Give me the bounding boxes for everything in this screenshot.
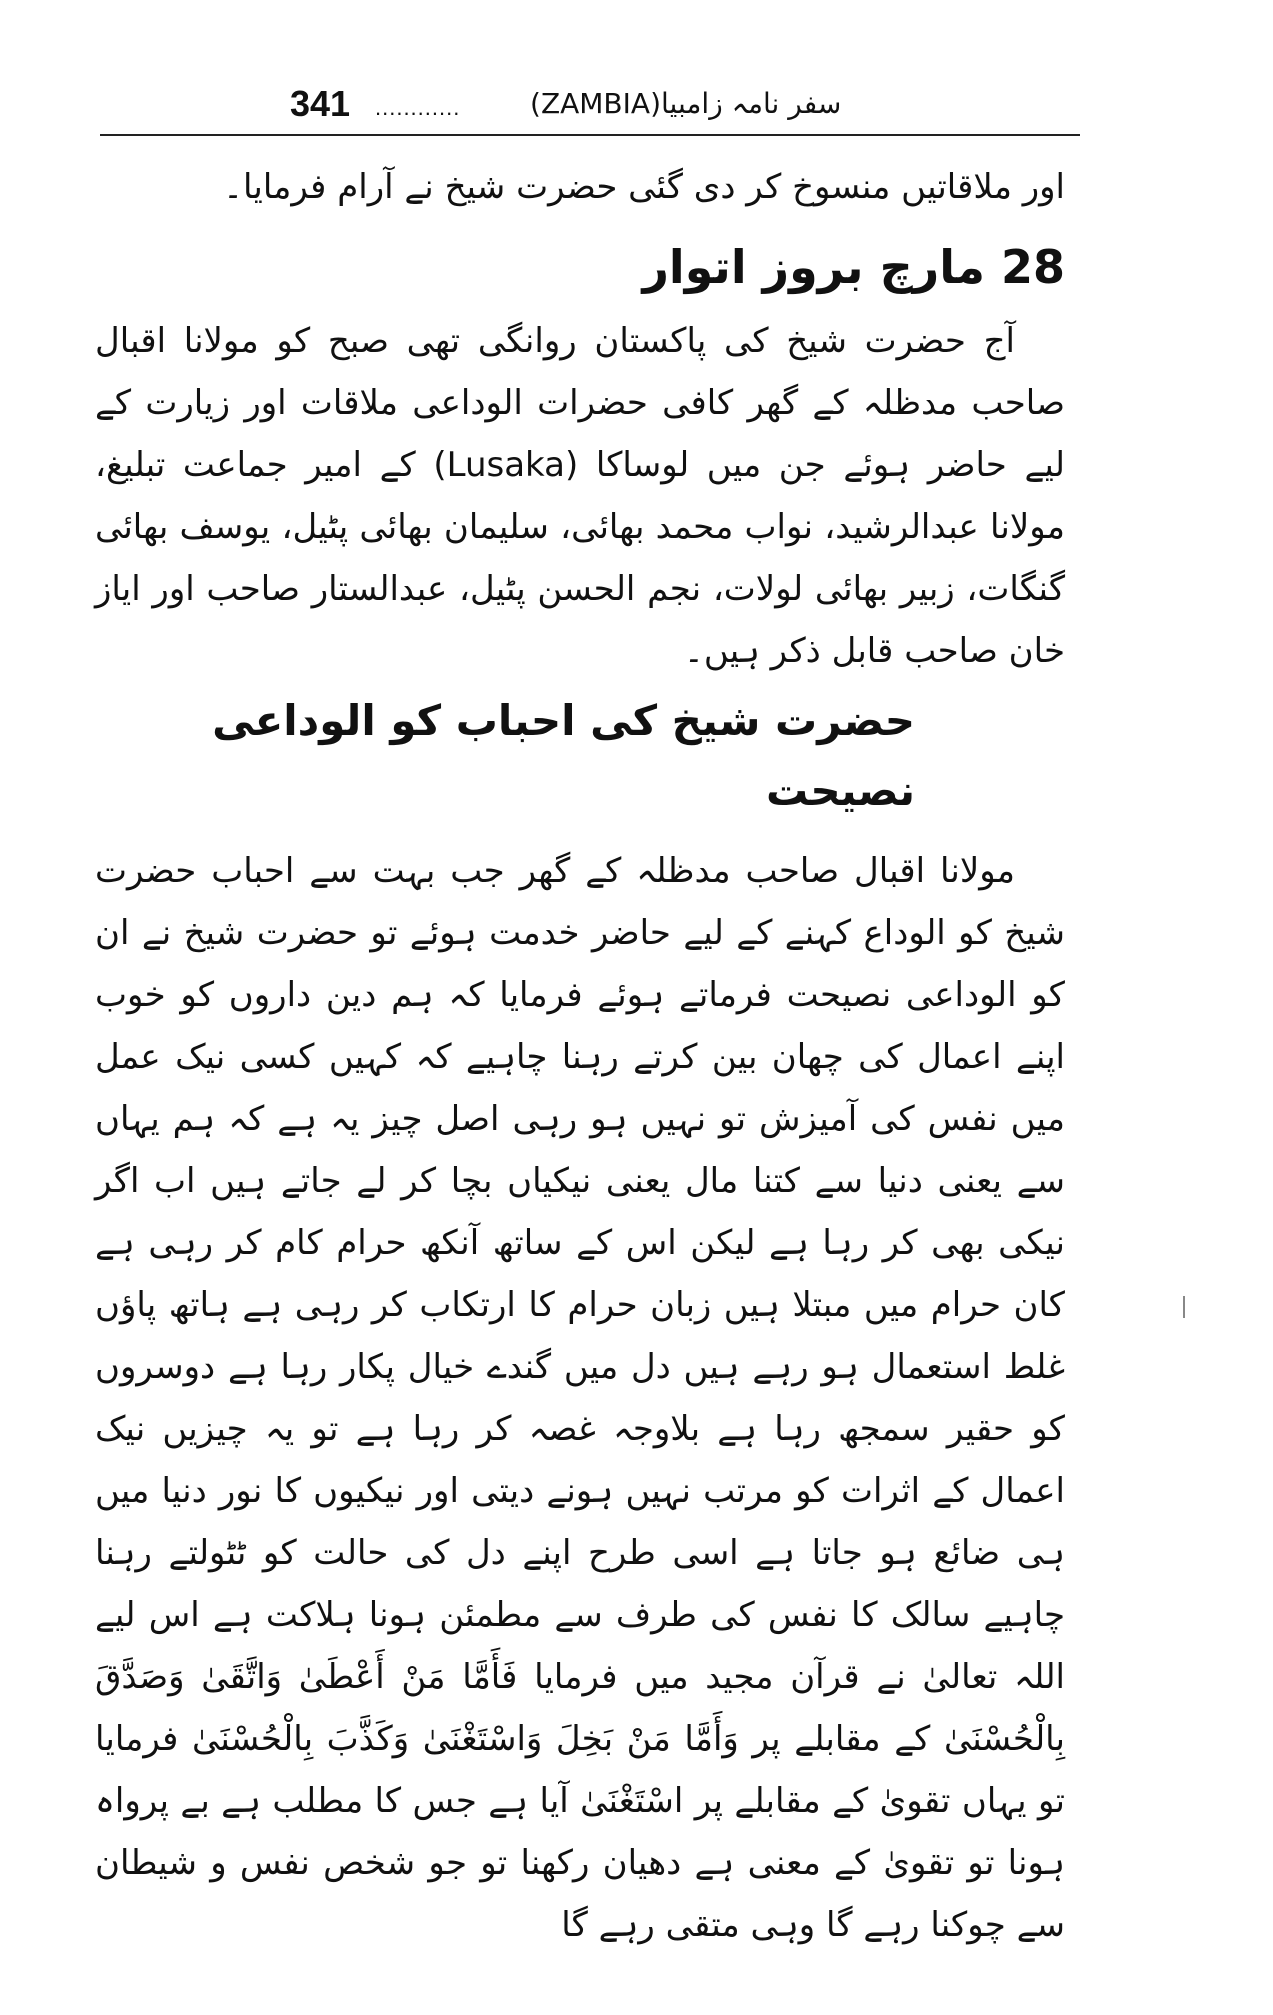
paragraph-farewell-visits: آج حضرت شیخ کی پاکستان روانگی تھی صبح کو مولانا اقبال صاحب مدظلہ کے گھر کافی حضرات الوداعی ملاقات اور زیارت کے لیے حاضر ہوئے جن میں لوساکا (Lusaka) کے امیر جماعت تبلیغ، مولانا عبدالرشید، نواب محمد بھائی، سلیمان بھائی پٹیل، یوسف بھائی گنگات، زبیر بھائی لولات، نجم الحسن پٹیل، عبدالستار صاحب اور ایاز خان صاحب قابل ذکر ہیں۔	[95, 321, 1065, 671]
date-heading: 28 مارچ بروز اتوار	[642, 240, 1065, 294]
page-number: 341	[290, 83, 351, 124]
section-heading-farewell-advice: حضرت شیخ کی احباب کو الوداعی نصیحت	[212, 696, 915, 815]
intro-line: اور ملاقاتیں منسوخ کر دی گئی حضرت شیخ نے آرام فرمایا۔	[223, 167, 1065, 207]
margin-mark	[1183, 1296, 1185, 1318]
page-header	[100, 76, 1080, 132]
header-rule	[100, 134, 1080, 136]
page-body	[95, 150, 1065, 1956]
running-title: سفر نامہ زامبیا(ZAMBIA)	[530, 87, 842, 120]
paragraph-farewell-advice: مولانا اقبال صاحب مدظلہ کے گھر جب بہت سے احباب حضرت شیخ کو الوداع کہنے کے لیے حاضر خدمت ہوئے تو حضرت شیخ نے ان کو الوداعی نصیحت فرماتے ہوئے فرمایا کہ ہم دین داروں کو خوب اپنے اعمال کی چھان بین کرتے رہنا چاہیے کہ کہیں کسی نیک عمل میں نفس کی آمیزش تو نہیں ہو رہی اصل چیز یہ ہے کہ ہم یہاں سے یعنی دنیا سے کتنا مال یعنی نیکیاں بچا کر لے جاتے ہیں اب اگر نیکی بھی کر رہا ہے لیکن اس کے ساتھ آنکھ حرام کام کر رہی ہے کان حرام میں مبتلا ہیں زبان حرام کا ارتکاب کر رہی ہے ہاتھ پاؤں غلط استعمال ہو رہے ہیں دل میں گندے خیال پکار رہا ہے دوسروں کو حقیر سمجھ رہا ہے بلاوجہ غصہ کر رہا ہے تو یہ چیزیں نیک اعمال کے اثرات کو مرتب نہیں ہونے دیتی اور نیکیوں کا نور دنیا میں ہی ضائع ہو جاتا ہے اسی طرح اپنے دل کی حالت کو ٹٹولتے رہنا چاہیے سالک کا نفس کی طرف سے مطمئن ہونا ہلاکت ہے اس لیے اللہ تعالیٰ نے قرآن مجید میں فرمایا فَأَمَّا مَنْ أَعْطَىٰ وَاتَّقَىٰ وَصَدَّقَ بِالْحُسْنَىٰ کے مقابلے پر وَأَمَّا مَنْ بَخِلَ وَاسْتَغْنَىٰ وَكَذَّبَ بِالْحُسْنَىٰ فرمایا تو یہاں تقویٰ کے مقابلے پر اسْتَغْنَىٰ آیا ہے جس کا مطلب ہے بے پرواہ ہونا تو تقویٰ کے معنی ہے دھیان رکھنا تو جو شخص نفس و شیطان سے چوکنا رہے گا وہی متقی رہے گا	[95, 851, 1065, 1945]
page-number-leader-dots: ............	[375, 95, 461, 120]
